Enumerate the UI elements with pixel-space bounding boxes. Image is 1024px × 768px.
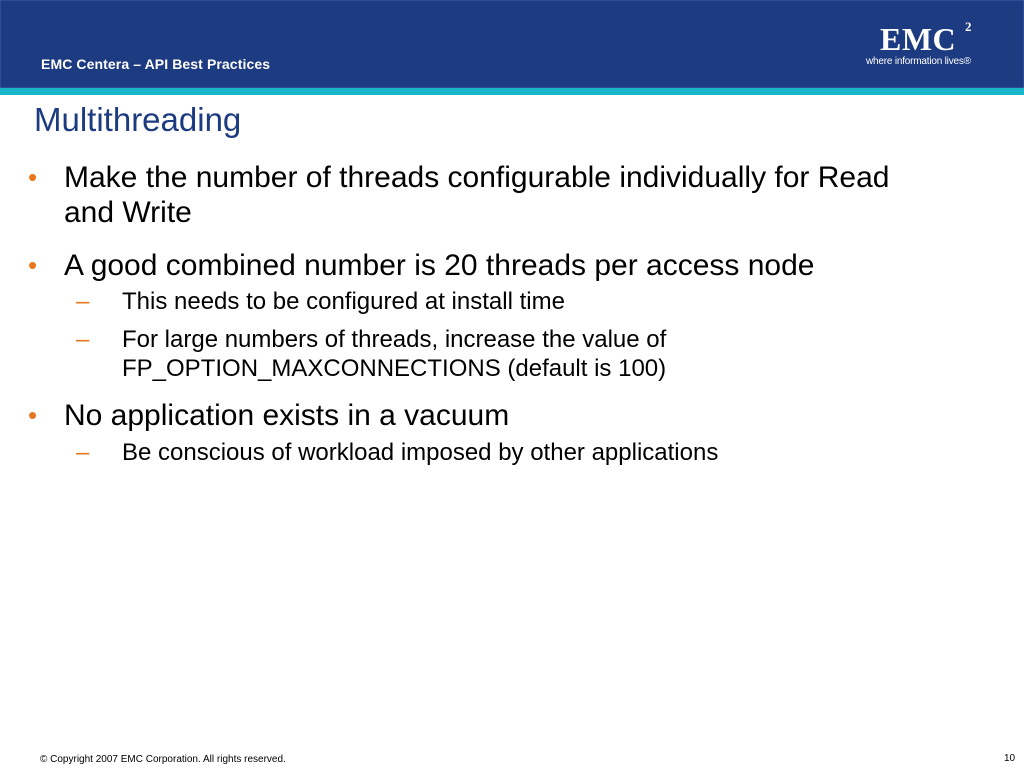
sub-bullet-text: This needs to be configured at install time xyxy=(122,288,565,315)
accent-divider xyxy=(0,88,1024,95)
bullet-marker: • xyxy=(28,162,38,192)
emc-logo xyxy=(862,20,990,70)
sub-bullet-text: Be conscious of workload imposed by other applications xyxy=(122,439,719,466)
sub-bullet-item xyxy=(76,438,922,467)
bullet-text: A good combined number is 20 threads per access node xyxy=(64,249,815,282)
logo-tagline: where information lives® xyxy=(866,56,971,67)
header-bar xyxy=(0,0,1024,88)
bullet-text: Make the number of threads configurable individually for Read and Write xyxy=(64,161,890,229)
sub-bullet-marker: – xyxy=(76,439,90,466)
logo-wordmark: EMC xyxy=(880,21,957,57)
footer-copyright: © Copyright 2007 EMC Corporation. All rights reserved. xyxy=(40,754,286,765)
presentation-title: EMC Centera – API Best Practices xyxy=(41,56,271,72)
bullet-marker: • xyxy=(28,250,38,280)
page-number: 10 xyxy=(1004,753,1016,764)
bullet-item xyxy=(28,398,934,433)
bullet-text: No application exists in a vacuum xyxy=(64,399,510,432)
slide-title: Multithreading xyxy=(34,101,242,138)
slide-content xyxy=(0,160,1024,467)
sub-bullet-marker: – xyxy=(76,326,90,353)
sub-bullet-item xyxy=(76,325,922,383)
bullet-item xyxy=(28,248,934,283)
bullet-item xyxy=(28,160,934,230)
bullet-marker: • xyxy=(28,400,38,430)
logo-superscript: 2 xyxy=(965,19,972,34)
sub-bullet-text: For large numbers of threads, increase the value of FP_OPTION_MAXCONNECTIONS (default is 100) xyxy=(122,326,667,382)
sub-bullet-marker: – xyxy=(76,288,90,315)
sub-bullet-item xyxy=(76,287,922,316)
